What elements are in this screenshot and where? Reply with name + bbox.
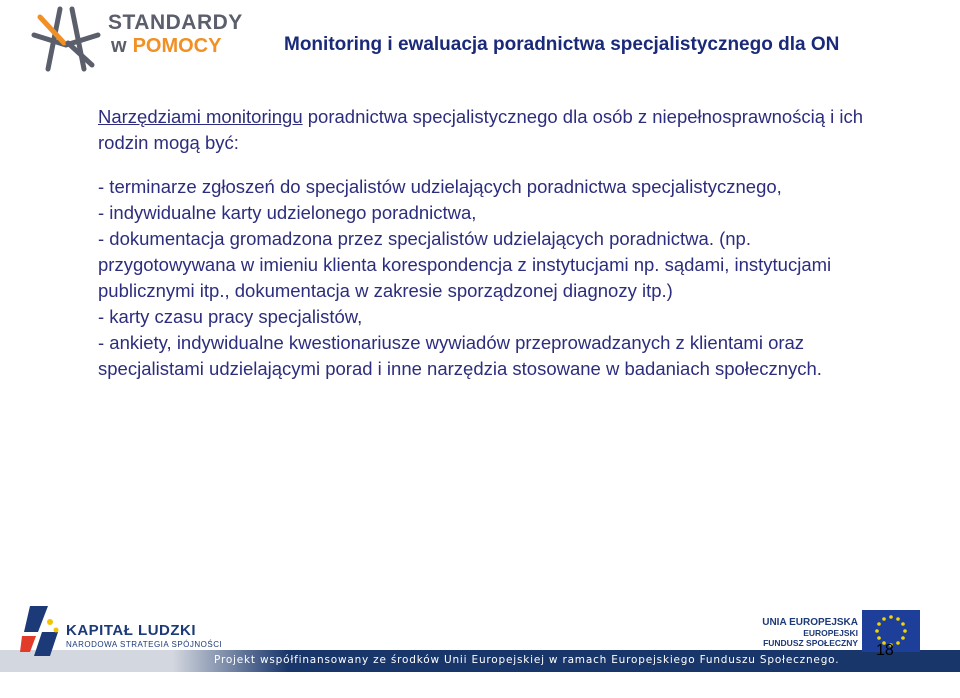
funding-statement: Projekt współfinansowany ze środków Unii Europejskiej w ramach Europejskiego Funduszu Społecznego.: [214, 654, 840, 666]
ue-line1: UNIA EUROPEJSKA: [762, 617, 858, 628]
intro-text: poradnictwa specjalistycznego dla osób z niepełnosprawnością i ich rodzin mogą być:: [98, 106, 864, 153]
intro-underlined-text: Narzędziami monitoringu: [98, 106, 303, 127]
figure-logo-icon: [28, 5, 104, 75]
slide-header: [0, 0, 960, 80]
logo-text-standardy: STANDARDY: [108, 11, 243, 34]
page-number: 18: [876, 642, 894, 659]
slide-body: [98, 104, 878, 382]
list-item: - indywidualne karty udzielonego poradnictwa,: [98, 202, 477, 223]
list-item: - ankiety, indywidualne kwestionariusze wywiadów przeprowadzanych z klientami oraz specjalistami udzielającymi porad i inne narzędzia stosowane w badaniach społecznych.: [98, 332, 822, 379]
list-item: - dokumentacja gromadzona przez specjalistów udzielających poradnictwa. (np. przygotowywana w imieniu klienta korespondencja z instytucjami np. sądami, instytucjami publicznymi itp., dokumentacja w zakresie sporządzonej diagnozy itp.): [98, 228, 832, 301]
ue-line2: EUROPEJSKI: [803, 628, 858, 638]
list-item: - terminarze zgłoszeń do specjalistów udzielających poradnictwa specjalistycznego,: [98, 176, 782, 197]
standardy-logo: [28, 5, 243, 75]
kapital-ludzki-logo-icon: [20, 602, 64, 658]
logo-text-pomocy: POMOCY: [132, 35, 222, 57]
list-item: - karty czasu pracy specjalistów,: [98, 306, 363, 327]
ue-text: [762, 618, 858, 648]
kapital-ludzki-subtitle: NARODOWA STRATEGIA SPÓJNOŚCI: [66, 640, 223, 649]
ue-line3: FUNDUSZ SPOŁECZNY: [763, 638, 858, 648]
slide-footer: [0, 596, 960, 698]
logo-text-w: w: [111, 35, 127, 57]
kapital-ludzki-title: KAPITAŁ LUDZKI: [66, 622, 197, 639]
logo-text-w-pomocy: [111, 35, 221, 58]
intro-paragraph: [98, 104, 878, 156]
slide-title: Monitoring i ewaluacja poradnictwa specjalistycznego dla ON: [284, 34, 840, 55]
